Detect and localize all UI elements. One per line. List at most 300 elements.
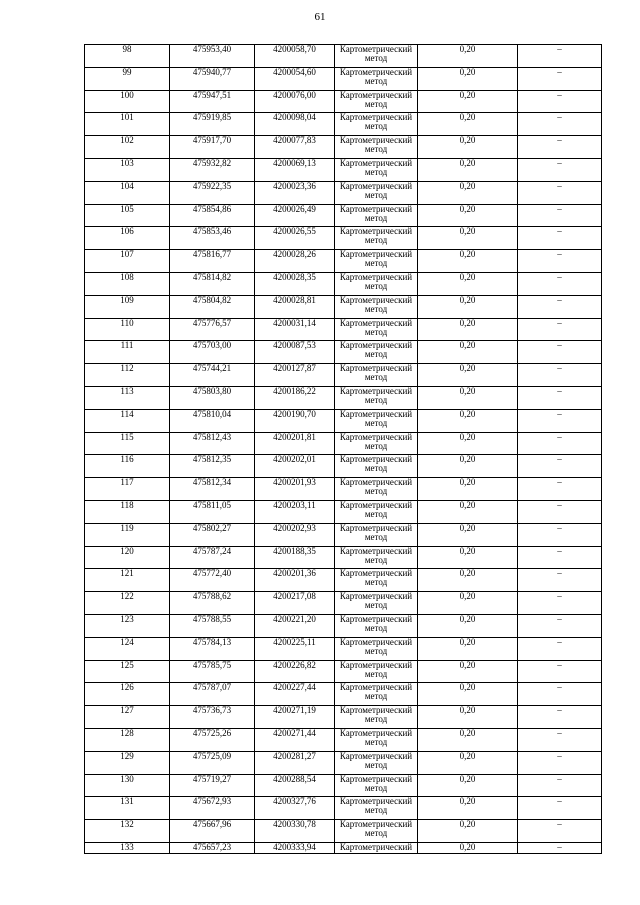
accuracy-cell: 0,20	[418, 386, 518, 409]
x-coordinate-cell: 475812,34	[170, 478, 255, 501]
point-number-cell: 116	[85, 455, 170, 478]
note-cell: –	[518, 774, 602, 797]
y-coordinate-cell: 4200288,54	[255, 774, 335, 797]
method-cell	[335, 295, 418, 318]
point-number-cell: 111	[85, 341, 170, 364]
accuracy-cell: 0,20	[418, 341, 518, 364]
table-row	[85, 295, 602, 318]
method-cell	[335, 614, 418, 637]
method-cell	[335, 227, 418, 250]
y-coordinate-cell: 4200281,27	[255, 751, 335, 774]
point-number-cell: 122	[85, 592, 170, 615]
table-row	[85, 204, 602, 227]
accuracy-cell: 0,20	[418, 318, 518, 341]
accuracy-cell: 0,20	[418, 569, 518, 592]
y-coordinate-cell: 4200330,78	[255, 820, 335, 843]
accuracy-cell: 0,20	[418, 706, 518, 729]
point-number-cell: 125	[85, 660, 170, 683]
accuracy-cell: 0,20	[418, 523, 518, 546]
point-number-cell: 129	[85, 751, 170, 774]
method-cell	[335, 546, 418, 569]
x-coordinate-cell: 475802,27	[170, 523, 255, 546]
method-word1: Картометрический	[339, 432, 413, 442]
note-cell: –	[518, 432, 602, 455]
point-number-cell: 117	[85, 478, 170, 501]
method-word2: метод	[364, 554, 388, 565]
y-coordinate-cell: 4200188,35	[255, 546, 335, 569]
method-word1: Картометрический	[339, 135, 413, 146]
method-word2: метод	[364, 144, 388, 155]
point-number-cell: 118	[85, 500, 170, 523]
accuracy-cell: 0,20	[418, 478, 518, 501]
note-cell: –	[518, 660, 602, 683]
method-word1: Картометрический	[339, 226, 413, 237]
note-cell: –	[518, 500, 602, 523]
accuracy-cell: 0,20	[418, 751, 518, 774]
method-word1: Картометрический	[339, 614, 413, 624]
note-cell: –	[518, 90, 602, 113]
method-word2: метод	[364, 463, 388, 474]
point-number-cell: 106	[85, 227, 170, 250]
note-cell: –	[518, 364, 602, 387]
point-number-cell: 109	[85, 295, 170, 318]
accuracy-cell: 0,20	[418, 45, 518, 68]
y-coordinate-cell: 4200058,70	[255, 45, 335, 68]
accuracy-cell: 0,20	[418, 250, 518, 273]
method-word1: Картометрический	[339, 546, 413, 556]
y-coordinate-cell: 4200271,19	[255, 706, 335, 729]
note-cell: –	[518, 45, 602, 68]
method-cell	[335, 569, 418, 592]
method-cell	[335, 523, 418, 546]
note-cell: –	[518, 546, 602, 569]
method-word1: Картометрический	[339, 751, 413, 761]
method-cell	[335, 592, 418, 615]
note-cell: –	[518, 318, 602, 341]
method-word2: метод	[364, 53, 388, 63]
accuracy-cell: 0,20	[418, 660, 518, 683]
method-word2: метод	[364, 600, 388, 611]
note-cell: –	[518, 67, 602, 90]
table-row	[85, 820, 602, 843]
point-number-cell: 104	[85, 181, 170, 204]
accuracy-cell: 0,20	[418, 432, 518, 455]
method-word2: метод	[364, 736, 388, 747]
point-number-cell: 112	[85, 364, 170, 387]
method-word2: метод	[364, 166, 388, 177]
table-row	[85, 45, 602, 68]
method-cell	[335, 272, 418, 295]
method-word2: метод	[364, 531, 388, 542]
y-coordinate-cell: 4200202,93	[255, 523, 335, 546]
method-cell	[335, 728, 418, 751]
method-cell	[335, 432, 418, 455]
table-row	[85, 409, 602, 432]
method-word1: Картометрический	[339, 409, 413, 419]
accuracy-cell: 0,20	[418, 204, 518, 227]
point-number-cell: 126	[85, 683, 170, 706]
point-number-cell: 108	[85, 272, 170, 295]
method-word2: метод	[364, 349, 388, 360]
y-coordinate-cell: 4200201,36	[255, 569, 335, 592]
method-word2: метод	[364, 417, 388, 428]
x-coordinate-cell: 475784,13	[170, 637, 255, 660]
table-row	[85, 614, 602, 637]
x-coordinate-cell: 475811,05	[170, 500, 255, 523]
note-cell: –	[518, 706, 602, 729]
point-number-cell: 115	[85, 432, 170, 455]
y-coordinate-cell: 4200069,13	[255, 158, 335, 181]
method-cell	[335, 113, 418, 136]
point-number-cell: 98	[85, 45, 170, 68]
accuracy-cell: 0,20	[418, 455, 518, 478]
method-word2: метод	[364, 668, 388, 679]
method-cell	[335, 820, 418, 843]
point-number-cell: 113	[85, 386, 170, 409]
method-word1: Картометрический	[339, 44, 413, 54]
method-cell	[335, 637, 418, 660]
y-coordinate-cell: 4200190,70	[255, 409, 335, 432]
y-coordinate-cell: 4200221,20	[255, 614, 335, 637]
x-coordinate-cell: 475854,86	[170, 204, 255, 227]
method-word1: Картометрический	[339, 340, 413, 351]
accuracy-cell: 0,20	[418, 272, 518, 295]
method-word1: Картометрический	[339, 181, 413, 191]
method-word2: метод	[364, 235, 388, 246]
method-cell	[335, 364, 418, 387]
x-coordinate-cell: 475785,75	[170, 660, 255, 683]
y-coordinate-cell: 4200127,87	[255, 364, 335, 387]
y-coordinate-cell: 4200217,08	[255, 592, 335, 615]
point-number-cell: 120	[85, 546, 170, 569]
method-cell	[335, 67, 418, 90]
method-word2: метод	[364, 189, 388, 200]
y-coordinate-cell: 4200098,04	[255, 113, 335, 136]
x-coordinate-cell: 475812,35	[170, 455, 255, 478]
table-row	[85, 478, 602, 501]
method-word2: метод	[364, 714, 388, 725]
method-cell	[335, 660, 418, 683]
y-coordinate-cell: 4200202,01	[255, 455, 335, 478]
y-coordinate-cell: 4200201,81	[255, 432, 335, 455]
x-coordinate-cell: 475940,77	[170, 67, 255, 90]
note-cell: –	[518, 751, 602, 774]
x-coordinate-cell: 475803,80	[170, 386, 255, 409]
y-coordinate-cell: 4200225,11	[255, 637, 335, 660]
note-cell: –	[518, 272, 602, 295]
x-coordinate-cell: 475919,85	[170, 113, 255, 136]
note-cell: –	[518, 181, 602, 204]
method-word2: метод	[364, 828, 388, 839]
table-row	[85, 660, 602, 683]
note-cell: –	[518, 797, 602, 820]
x-coordinate-cell: 475736,73	[170, 706, 255, 729]
x-coordinate-cell: 475947,51	[170, 90, 255, 113]
accuracy-cell: 0,20	[418, 774, 518, 797]
note-cell: –	[518, 820, 602, 843]
table-row	[85, 455, 602, 478]
method-word2: метод	[364, 326, 388, 337]
method-word2: метод	[364, 805, 388, 816]
point-number-cell: 101	[85, 113, 170, 136]
accuracy-cell: 0,20	[418, 158, 518, 181]
method-word1: Картометрический	[339, 318, 413, 328]
point-number-cell: 132	[85, 820, 170, 843]
table-row	[85, 227, 602, 250]
table-row	[85, 637, 602, 660]
method-word1: Картометрический	[339, 660, 413, 670]
y-coordinate-cell: 4200031,14	[255, 318, 335, 341]
method-word1: Картометрический	[339, 112, 413, 123]
y-coordinate-cell: 4200271,44	[255, 728, 335, 751]
note-cell: –	[518, 614, 602, 637]
table-row	[85, 751, 602, 774]
method-cell	[335, 409, 418, 432]
method-word2: метод	[364, 121, 388, 132]
method-word1: Картометрический	[339, 158, 413, 168]
method-word2: метод	[364, 75, 388, 86]
y-coordinate-cell: 4200026,55	[255, 227, 335, 250]
point-number-cell: 124	[85, 637, 170, 660]
page-number: 61	[314, 11, 326, 23]
accuracy-cell: 0,20	[418, 797, 518, 820]
method-word1: Картометрический	[339, 272, 413, 282]
accuracy-cell: 0,20	[418, 136, 518, 159]
note-cell: –	[518, 113, 602, 136]
table-row	[85, 797, 602, 820]
y-coordinate-cell: 4200077,83	[255, 136, 335, 159]
table-row	[85, 592, 602, 615]
x-coordinate-cell: 475672,93	[170, 797, 255, 820]
x-coordinate-cell: 475922,35	[170, 181, 255, 204]
x-coordinate-cell: 475776,57	[170, 318, 255, 341]
method-cell	[335, 341, 418, 364]
table-row	[85, 341, 602, 364]
table-row	[85, 113, 602, 136]
x-coordinate-cell: 475787,07	[170, 683, 255, 706]
table-row	[85, 386, 602, 409]
y-coordinate-cell: 4200327,76	[255, 797, 335, 820]
method-word1: Картометрический	[339, 796, 413, 807]
method-word1: Картометрический	[339, 295, 413, 305]
table-row	[85, 432, 602, 455]
point-number-cell: 100	[85, 90, 170, 113]
method-cell	[335, 181, 418, 204]
point-number-cell: 128	[85, 728, 170, 751]
x-coordinate-cell: 475703,00	[170, 341, 255, 364]
table-row	[85, 728, 602, 751]
y-coordinate-cell: 4200186,22	[255, 386, 335, 409]
method-word2: метод	[364, 622, 388, 633]
note-cell: –	[518, 341, 602, 364]
note-cell: –	[518, 842, 602, 853]
x-coordinate-cell: 475917,70	[170, 136, 255, 159]
y-coordinate-cell: 4200227,44	[255, 683, 335, 706]
table-row	[85, 67, 602, 90]
point-number-cell: 119	[85, 523, 170, 546]
y-coordinate-cell: 4200203,11	[255, 500, 335, 523]
table-row	[85, 569, 602, 592]
method-word2: метод	[364, 394, 388, 405]
method-word1: Картометрический	[339, 728, 413, 738]
note-cell: –	[518, 728, 602, 751]
method-word1: Картометрический	[339, 454, 413, 465]
point-number-cell: 99	[85, 67, 170, 90]
accuracy-cell: 0,20	[418, 842, 518, 853]
x-coordinate-cell: 475816,77	[170, 250, 255, 273]
note-cell: –	[518, 637, 602, 660]
table-row	[85, 774, 602, 797]
note-cell: –	[518, 204, 602, 227]
table-row	[85, 90, 602, 113]
method-word2: метод	[364, 691, 388, 702]
method-word2: метод	[364, 440, 388, 451]
note-cell: –	[518, 523, 602, 546]
x-coordinate-cell: 475810,04	[170, 409, 255, 432]
method-word1: Картометрический	[339, 67, 413, 77]
note-cell: –	[518, 478, 602, 501]
method-cell	[335, 797, 418, 820]
point-number-cell: 102	[85, 136, 170, 159]
accuracy-cell: 0,20	[418, 113, 518, 136]
point-number-cell: 114	[85, 409, 170, 432]
accuracy-cell: 0,20	[418, 227, 518, 250]
accuracy-cell: 0,20	[418, 90, 518, 113]
accuracy-cell: 0,20	[418, 820, 518, 843]
point-number-cell: 107	[85, 250, 170, 273]
method-word1: Картометрический	[339, 477, 413, 488]
table-row	[85, 136, 602, 159]
method-word1: Картометрический	[339, 90, 413, 100]
y-coordinate-cell: 4200028,35	[255, 272, 335, 295]
x-coordinate-cell: 475788,62	[170, 592, 255, 615]
method-word2: метод	[364, 372, 388, 383]
method-word1: Картометрический	[339, 204, 413, 214]
accuracy-cell: 0,20	[418, 500, 518, 523]
point-number-cell: 123	[85, 614, 170, 637]
table-row	[85, 546, 602, 569]
method-word2: метод	[364, 759, 388, 770]
x-coordinate-cell: 475932,82	[170, 158, 255, 181]
table-row	[85, 272, 602, 295]
y-coordinate-cell: 4200201,93	[255, 478, 335, 501]
note-cell: –	[518, 250, 602, 273]
method-word2: метод	[364, 577, 388, 588]
accuracy-cell: 0,20	[418, 409, 518, 432]
y-coordinate-cell: 4200028,26	[255, 250, 335, 273]
method-word2: метод	[364, 508, 388, 519]
method-cell	[335, 158, 418, 181]
y-coordinate-cell: 4200028,81	[255, 295, 335, 318]
y-coordinate-cell: 4200076,00	[255, 90, 335, 113]
table-row	[85, 181, 602, 204]
x-coordinate-cell: 475787,24	[170, 546, 255, 569]
note-cell: –	[518, 455, 602, 478]
y-coordinate-cell: 4200087,53	[255, 341, 335, 364]
accuracy-cell: 0,20	[418, 295, 518, 318]
x-coordinate-cell: 475953,40	[170, 45, 255, 68]
accuracy-cell: 0,20	[418, 592, 518, 615]
method-cell	[335, 90, 418, 113]
x-coordinate-cell: 475804,82	[170, 295, 255, 318]
table-body	[85, 45, 602, 854]
method-cell	[335, 204, 418, 227]
point-number-cell: 130	[85, 774, 170, 797]
x-coordinate-cell: 475667,96	[170, 820, 255, 843]
method-word2: метод	[364, 212, 388, 223]
method-word1: Картометрический	[339, 705, 413, 716]
method-word1: Картометрический	[339, 819, 413, 830]
note-cell: –	[518, 295, 602, 318]
method-word1: Картометрический	[339, 842, 413, 852]
method-cell	[335, 751, 418, 774]
note-cell: –	[518, 386, 602, 409]
accuracy-cell: 0,20	[418, 637, 518, 660]
method-word1: Картометрический	[339, 682, 413, 693]
y-coordinate-cell: 4200023,36	[255, 181, 335, 204]
table-row	[85, 683, 602, 706]
note-cell: –	[518, 569, 602, 592]
method-word1: Картометрический	[339, 386, 413, 396]
note-cell: –	[518, 592, 602, 615]
method-word2: метод	[364, 280, 388, 291]
accuracy-cell: 0,20	[418, 67, 518, 90]
method-word1: Картометрический	[339, 523, 413, 533]
method-cell	[335, 706, 418, 729]
method-cell	[335, 683, 418, 706]
method-word1: Картометрический	[339, 249, 413, 260]
note-cell: –	[518, 683, 602, 706]
x-coordinate-cell: 475719,27	[170, 774, 255, 797]
x-coordinate-cell: 475814,82	[170, 272, 255, 295]
note-cell: –	[518, 227, 602, 250]
x-coordinate-cell: 475657,23	[170, 842, 255, 853]
point-number-cell: 127	[85, 706, 170, 729]
method-word1: Картометрический	[339, 774, 413, 784]
note-cell: –	[518, 409, 602, 432]
x-coordinate-cell: 475725,09	[170, 751, 255, 774]
accuracy-cell: 0,20	[418, 728, 518, 751]
table-row	[85, 318, 602, 341]
accuracy-cell: 0,20	[418, 181, 518, 204]
y-coordinate-cell: 4200026,49	[255, 204, 335, 227]
method-word1: Картометрический	[339, 500, 413, 510]
table-row	[85, 364, 602, 387]
method-cell	[335, 318, 418, 341]
method-word2: метод	[364, 258, 388, 269]
x-coordinate-cell: 475725,26	[170, 728, 255, 751]
method-word2: метод	[364, 303, 388, 314]
method-cell	[335, 136, 418, 159]
method-word2: метод	[364, 782, 388, 793]
y-coordinate-cell: 4200226,82	[255, 660, 335, 683]
method-cell	[335, 842, 418, 853]
method-word2: метод	[364, 98, 388, 109]
point-number-cell: 103	[85, 158, 170, 181]
point-number-cell: 133	[85, 842, 170, 853]
method-word2: метод	[364, 486, 388, 497]
method-word1: Картометрический	[339, 363, 413, 374]
method-cell	[335, 386, 418, 409]
table-row	[85, 523, 602, 546]
method-word1: Картометрический	[339, 591, 413, 602]
method-cell	[335, 774, 418, 797]
x-coordinate-cell: 475744,21	[170, 364, 255, 387]
method-word1: Картометрический	[339, 637, 413, 647]
method-cell	[335, 500, 418, 523]
y-coordinate-cell: 4200054,60	[255, 67, 335, 90]
x-coordinate-cell: 475812,43	[170, 432, 255, 455]
